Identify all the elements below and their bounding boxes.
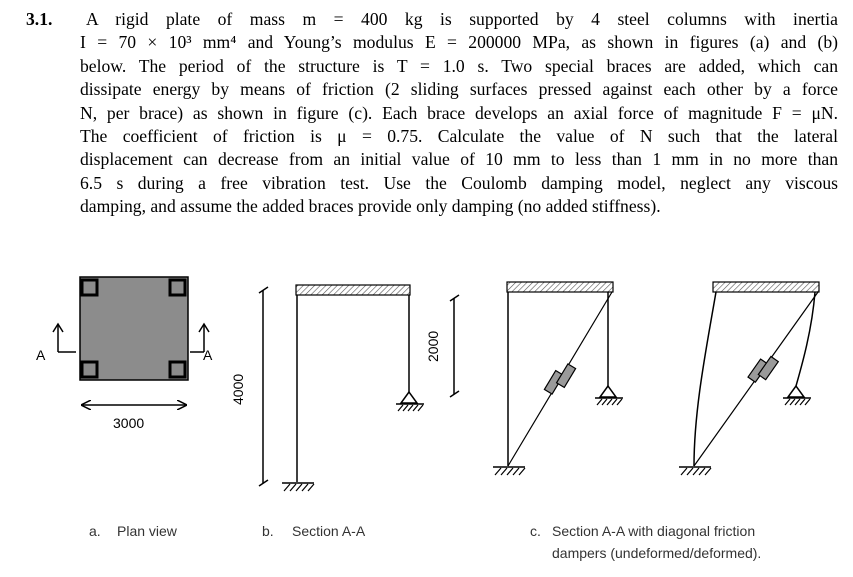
pin-support-icon (396, 392, 424, 411)
short-dimension: 2000 (425, 330, 441, 362)
rigid-beam (507, 282, 613, 292)
damper-deformed-view (530, 282, 819, 561)
section-view (230, 285, 459, 539)
column-right-deformed (796, 292, 815, 386)
caption-a-letter: a. (89, 523, 101, 539)
section-marker-left (36, 324, 76, 363)
damper-undeformed-view (493, 282, 623, 475)
problem-line: displacement can decrease from an initial value of 10 mm to less than 1 mm in no more than (80, 149, 838, 170)
friction-damper-icon (748, 352, 778, 386)
fixed-support-icon (282, 483, 314, 491)
friction-damper-icon (544, 360, 575, 397)
problem-line: damping, and assume the added braces provide only damping (no added stiffness). (80, 196, 661, 217)
height-dimension: 4000 (230, 373, 246, 405)
fixed-support-icon (493, 467, 525, 475)
problem-line: I = 70 × 10³ mm⁴ and Young’s modulus E = 200000 MPa, as shown in figures (a) and (b) (80, 32, 838, 53)
problem-number: 3.1. (26, 9, 53, 29)
problem-line: 6.5 s during a free vibration test. Use the Coulomb damping model, neglect any viscous (80, 172, 838, 193)
problem-line: The coefficient of friction is μ = 0.75. Calculate the value of N such that the lateral (80, 126, 838, 147)
pin-support-icon (595, 386, 623, 405)
caption-b-letter: b. (262, 523, 274, 539)
section-label-right: A (203, 347, 213, 363)
fixed-support-icon (679, 467, 711, 475)
plan-dimension: 3000 (113, 415, 145, 431)
pin-support-icon (783, 386, 811, 405)
caption-a: Plan view (117, 523, 177, 539)
caption-c-line2: dampers (undeformed/deformed). (552, 545, 762, 561)
section-marker-right (190, 324, 213, 363)
problem-line: N, per brace) as shown in figure (c). Each brace develops an axial force of magnitude F = μN. (80, 102, 838, 123)
caption-c-letter: c. (530, 523, 541, 539)
rigid-beam (296, 285, 410, 295)
rigid-beam (713, 282, 819, 292)
plan-view (36, 277, 213, 539)
problem-line: dissipate energy by means of friction (2 sliding surfaces pressed against each other by a force (80, 79, 838, 100)
problem-line: A rigid plate of mass m = 400 kg is supported by 4 steel columns with inertia (86, 9, 838, 29)
section-label-left: A (36, 347, 46, 363)
problem-line: below. The period of the structure is T = 1.0 s. Two special braces are added, which can (80, 55, 838, 76)
caption-b: Section A-A (292, 523, 366, 539)
caption-c-line1: Section A-A with diagonal friction (552, 523, 756, 539)
